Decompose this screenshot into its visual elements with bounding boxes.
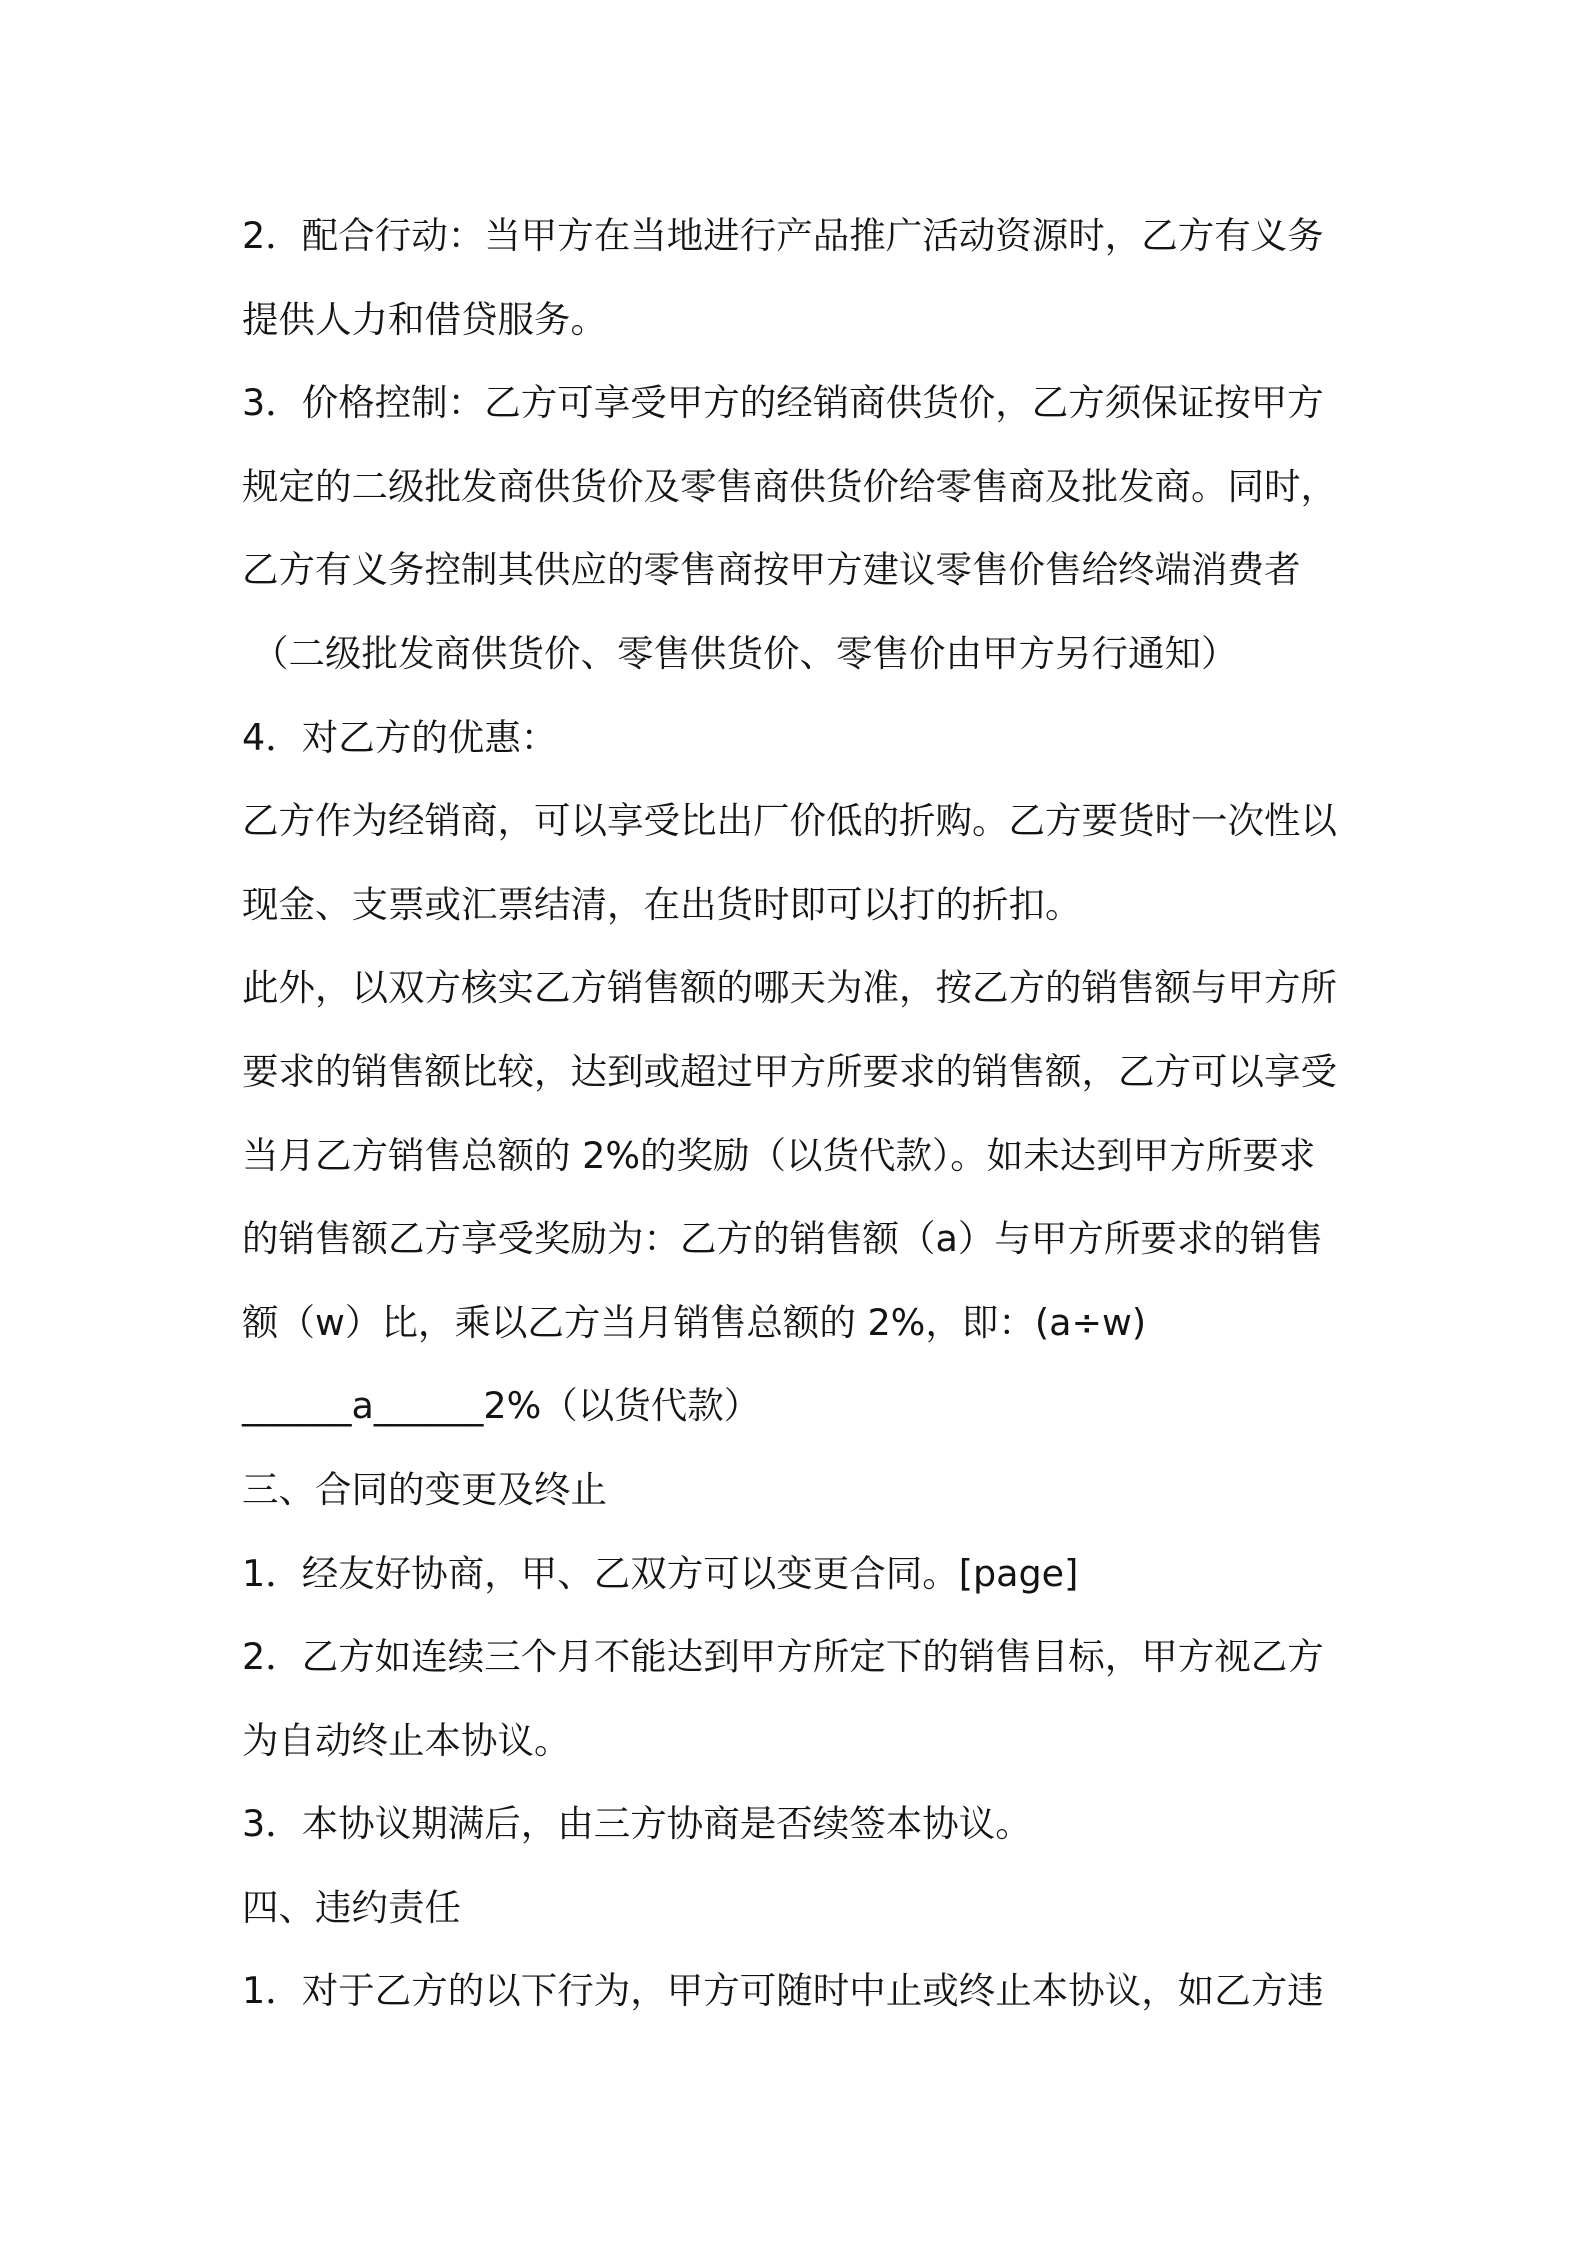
text-line: 乙方有义务控制其供应的零售商按甲方建议零售价售给终端消费者 <box>242 548 1301 592</box>
text-line: 1．经友好协商，甲、乙双方可以变更合同。[page] <box>242 1551 1079 1595</box>
text-line: 2．乙方如连续三个月不能达到甲方所定下的销售目标，甲方视乙方 <box>242 1635 1324 1679</box>
text-line: 4．对乙方的优惠： <box>242 715 558 759</box>
text-line: 提供人力和借贷服务。 <box>242 297 607 341</box>
text-line: 为自动终止本协议。 <box>242 1718 571 1762</box>
text-line: 乙方作为经销商，可以享受比出厂价低的折购。乙方要货时一次性以 <box>242 799 1337 843</box>
text-line: 额（w）比，乘以乙方当月销售总额的 2%，即：(a÷w) <box>242 1300 1147 1344</box>
text-line: 现金、支票或汇票结清，在出货时即可以打的折扣。 <box>242 882 1082 926</box>
text-line: 3．价格控制：乙方可享受甲方的经销商供货价，乙方须保证按甲方 <box>242 381 1324 425</box>
section-heading: 三、合同的变更及终止 <box>242 1467 607 1511</box>
text-line: 2．配合行动：当甲方在当地进行产品推广活动资源时，乙方有义务 <box>242 214 1324 257</box>
text-line: 1．对于乙方的以下行为，甲方可随时中止或终止本协议，如乙方违 <box>242 1969 1324 2013</box>
text-line: 此外，以双方核实乙方销售额的哪天为准，按乙方的销售额与甲方所 <box>242 966 1337 1010</box>
text-line: 3．本协议期满后，由三方协商是否续签本协议。 <box>242 1802 1032 1846</box>
text-line: 当月乙方销售总额的 2%的奖励（以货代款）。如未达到甲方所要求 <box>242 1133 1316 1177</box>
section-heading: 四、违约责任 <box>242 1885 461 1929</box>
text-line: （二级批发商供货价、零售供货价、零售价由甲方另行通知） <box>252 631 1238 675</box>
text-line: 规定的二级批发商供货价及零售商供货价给零售商及批发商。同时， <box>242 464 1337 508</box>
document-body <box>242 194 1352 2033</box>
text-line: 要求的销售额比较，达到或超过甲方所要求的销售额，乙方可以享受 <box>242 1049 1337 1093</box>
text-line: 的销售额乙方享受奖励为：乙方的销售额（a）与甲方所要求的销售 <box>242 1217 1323 1261</box>
text-line: ______a______2%（以货代款） <box>242 1384 761 1428</box>
